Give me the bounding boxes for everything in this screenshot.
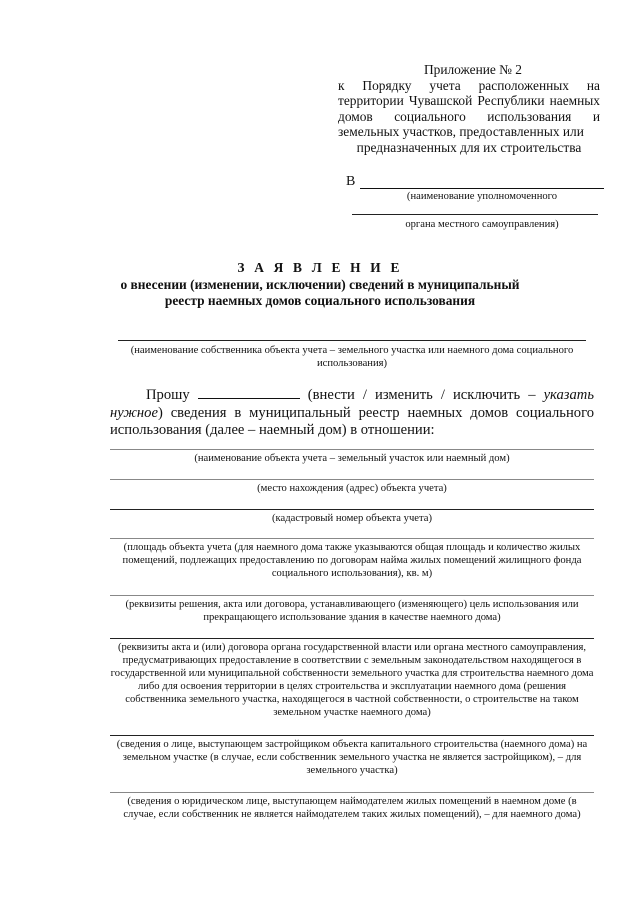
field-line-7[interactable] bbox=[110, 735, 594, 736]
field-caption-5: (реквизиты решения, акта или договора, устанавливающего (изменяющего) цель использования или прекращающего использование здания в качестве наемного дома) bbox=[125, 599, 579, 623]
field-caption-2: (место нахождения (адрес) объекта учета) bbox=[257, 483, 447, 494]
recipient-line-2[interactable] bbox=[352, 214, 598, 215]
request-blank[interactable] bbox=[198, 386, 300, 399]
document-subtitle: о внесении (изменении, исключении) сведений в муниципальный реестр наемных домов социального использования bbox=[120, 277, 520, 308]
recipient-caption-1: (наименование уполномоченного bbox=[406, 191, 558, 202]
appendix-number: Приложение № 2 bbox=[423, 62, 523, 77]
field-caption-8: (сведения о юридическом лице, выступающем наймодателем жилых помещений в наемном доме (в случае, если собственник не является наймодателем таких жилых помещений), – для наемного дома) bbox=[123, 796, 581, 820]
field-line-6[interactable] bbox=[110, 638, 594, 639]
document-title: З А Я В Л Е Н И Е bbox=[237, 260, 403, 275]
field-line-4[interactable] bbox=[110, 538, 594, 539]
field-line-8[interactable] bbox=[110, 792, 594, 793]
field-caption-3: (кадастровый номер объекта учета) bbox=[272, 513, 432, 524]
recipient-row bbox=[346, 174, 604, 190]
field-caption-6: (реквизиты акта и (или) договора органа государственной власти или органа местного самоуправления, предусматривающих предоставление в соответствии с земельным законодательством находящегося в государственной или муниципальной собственности земельного участка для строительства наемного дома либо для освоения территории в целях строительства и эксплуатации наемного дома (решения собственника земельного участка, находящегося в частной собственности, о строительстве на таком земельном участке наемного дома) bbox=[110, 642, 594, 718]
field-caption-1: (наименование объекта учета – земельный участок или наемный дом) bbox=[194, 453, 510, 464]
field-line-1[interactable] bbox=[110, 449, 594, 450]
field-line-3[interactable] bbox=[110, 509, 594, 510]
appendix-text: к Порядку учета расположенных на территории Чувашской Республики наемных домов социального использования и земельных участков, предоставленных или предназначенных для их строительства bbox=[338, 77, 600, 155]
request-paragraph: Прошу (внести / изменить / исключить – указать нужное) сведения в муниципальный реестр наемных домов социального использования (далее – наемный дом) в отношении: bbox=[110, 387, 594, 438]
recipient-line[interactable] bbox=[360, 188, 604, 189]
request-italic: указать нужное bbox=[110, 387, 594, 421]
field-caption-4: (площадь объекта учета (для наемного дома также указываются общая площадь и количество жилых помещений, подлежащих предоставлению по договорам найма жилых помещений жилищного фонда социального использования), кв. м) bbox=[122, 542, 582, 579]
owner-caption: (наименование собственника объекта учета – земельного участка или наемного дома социального использования) bbox=[130, 345, 574, 369]
appendix-header bbox=[338, 62, 600, 155]
request-word: Прошу bbox=[146, 387, 190, 403]
recipient-caption-2: органа местного самоуправления) bbox=[405, 219, 559, 230]
field-line-2[interactable] bbox=[110, 479, 594, 480]
field-line-5[interactable] bbox=[110, 595, 594, 596]
field-caption-7: (сведения о лице, выступающем застройщиком объекта капитального строительства (наемного дома) на земельном участке (в случае, если собственник земельного участка не является застройщиком), – для земельного участка) bbox=[116, 739, 588, 776]
recipient-prefix: В bbox=[346, 174, 356, 189]
owner-line[interactable] bbox=[118, 340, 586, 341]
